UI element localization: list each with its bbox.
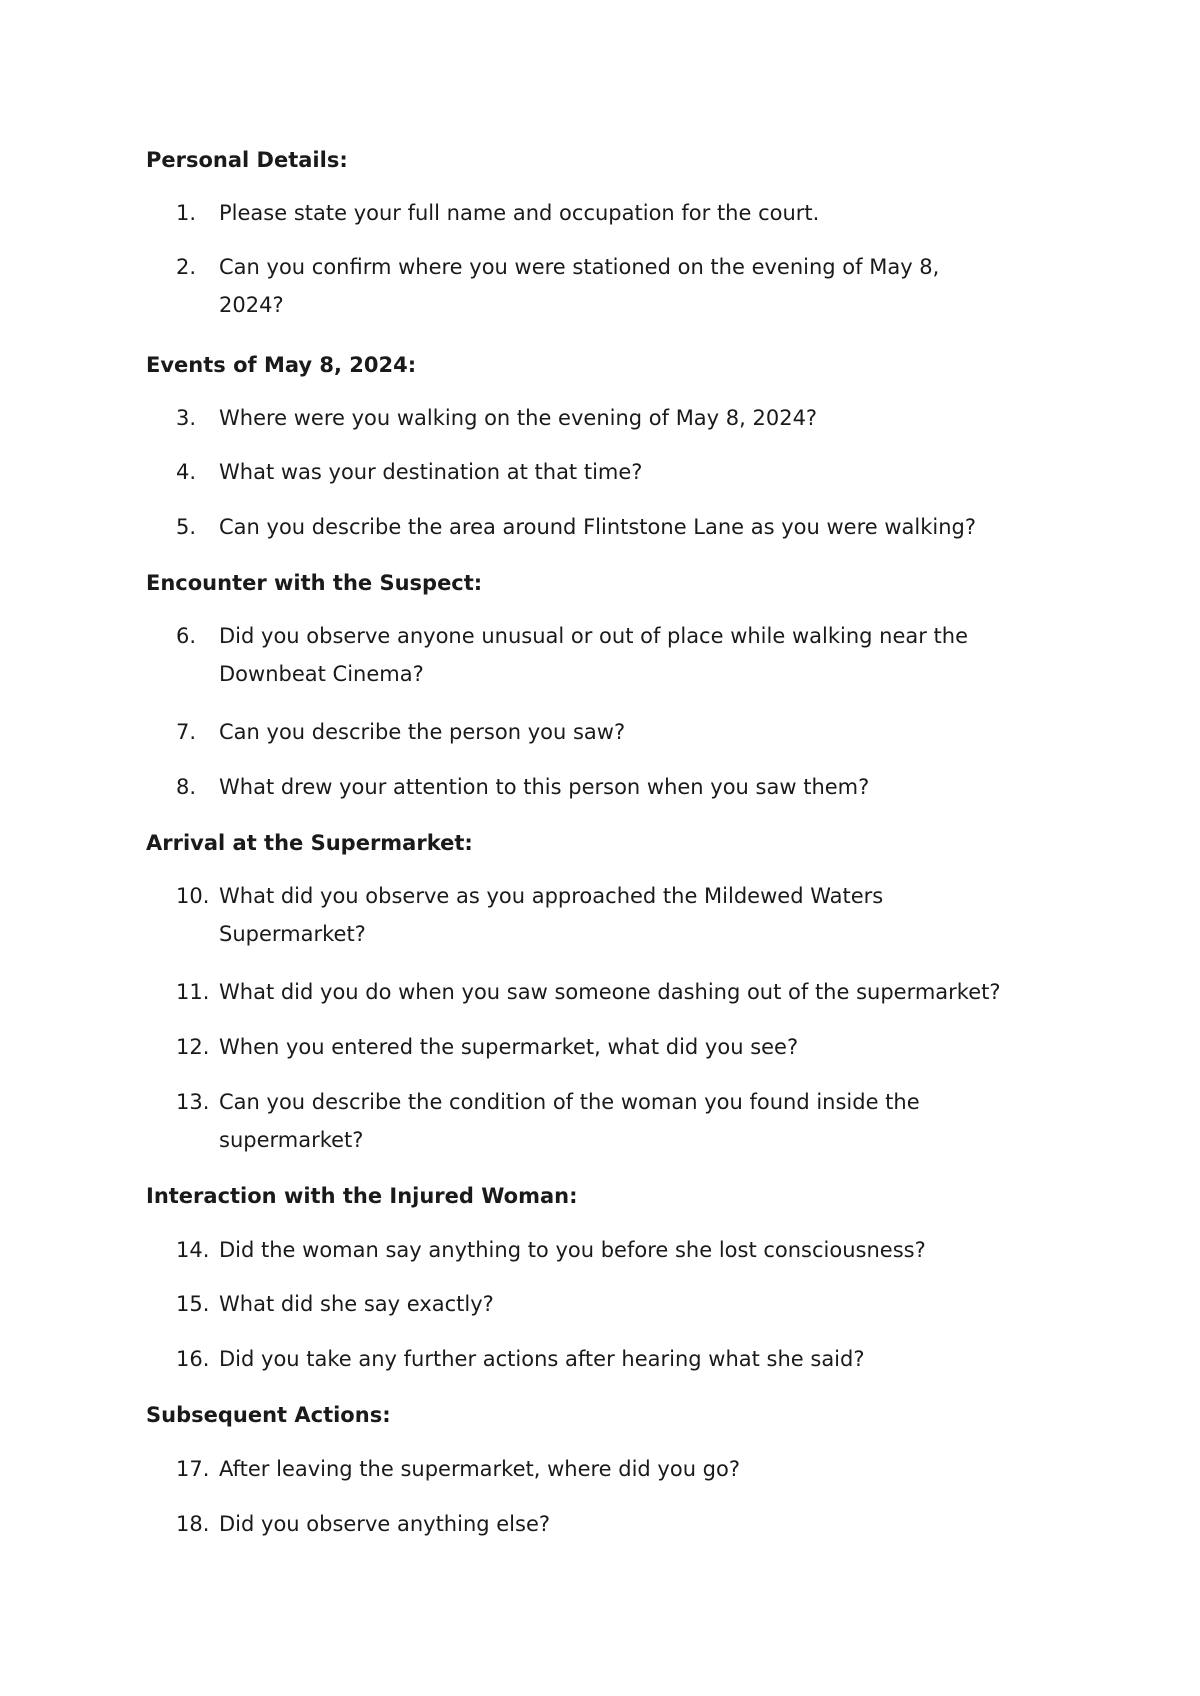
item-text: Can you describe the area around Flintstone Lane as you were walking?: [219, 515, 977, 539]
item-number: 5.: [176, 515, 197, 539]
item-text: When you entered the supermarket, what did you see?: [219, 1035, 799, 1059]
item-text: What did you observe as you approached the Mildewed Waters Supermarket?: [219, 884, 884, 946]
item-number: 14.: [176, 1238, 210, 1262]
item-text: Please state your full name and occupation for the court.: [219, 201, 820, 225]
item-number: 18.: [176, 1512, 210, 1536]
list-item: [176, 1505, 1076, 1543]
item-text: Did the woman say anything to you before she lost consciousness?: [219, 1238, 926, 1262]
item-number: 11.: [176, 980, 210, 1004]
list-item: [176, 768, 1076, 806]
item-text: Can you confirm where you were stationed on the evening of May 8, 2024?: [219, 255, 940, 317]
list-item: [176, 1231, 1076, 1269]
item-number: 4.: [176, 460, 197, 484]
item-number: 6.: [176, 624, 197, 648]
item-text: What did she say exactly?: [219, 1292, 494, 1316]
item-number: 12.: [176, 1035, 210, 1059]
section-heading-encounter: Encounter with the Suspect:: [146, 571, 483, 595]
list-item: [176, 194, 1076, 232]
item-number: 10.: [176, 884, 210, 908]
item-text: Did you observe anyone unusual or out of place while walking near the Downbeat Cinema?: [219, 624, 969, 686]
item-number: 3.: [176, 406, 197, 430]
item-text: After leaving the supermarket, where did you go?: [219, 1457, 741, 1481]
list-item: [176, 973, 1076, 1011]
item-text: Can you describe the person you saw?: [219, 720, 626, 744]
list-item: [176, 1450, 1076, 1488]
section-heading-arrival: Arrival at the Supermarket:: [146, 831, 473, 855]
item-number: 13.: [176, 1090, 210, 1114]
section-heading-subsequent: Subsequent Actions:: [146, 1403, 391, 1427]
item-number: 8.: [176, 775, 197, 799]
item-text: Can you describe the condition of the woman you found inside the supermarket?: [219, 1090, 920, 1152]
list-item: [176, 877, 936, 953]
item-text: Where were you walking on the evening of May 8, 2024?: [219, 406, 818, 430]
list-item: [176, 508, 1076, 546]
item-text: What was your destination at that time?: [219, 460, 643, 484]
item-text: What did you do when you saw someone dashing out of the supermarket?: [219, 980, 1001, 1004]
list-item: [176, 453, 1076, 491]
list-item: [176, 1340, 1076, 1378]
list-item: [176, 399, 1076, 437]
item-number: 1.: [176, 201, 197, 225]
item-text: Did you take any further actions after hearing what she said?: [219, 1347, 865, 1371]
item-number: 16.: [176, 1347, 210, 1371]
item-number: 17.: [176, 1457, 210, 1481]
item-text: What drew your attention to this person when you saw them?: [219, 775, 870, 799]
item-number: 2.: [176, 255, 197, 279]
list-item: [176, 1285, 1076, 1323]
list-item: [176, 1083, 976, 1159]
list-item: [176, 248, 996, 324]
section-heading-interaction: Interaction with the Injured Woman:: [146, 1184, 578, 1208]
list-item: [176, 713, 1076, 751]
item-number: 15.: [176, 1292, 210, 1316]
list-item: [176, 1028, 1076, 1066]
list-item: [176, 617, 1036, 693]
section-heading-personal-details: Personal Details:: [146, 148, 348, 172]
section-heading-events: Events of May 8, 2024:: [146, 353, 417, 377]
item-text: Did you observe anything else?: [219, 1512, 551, 1536]
item-number: 7.: [176, 720, 197, 744]
